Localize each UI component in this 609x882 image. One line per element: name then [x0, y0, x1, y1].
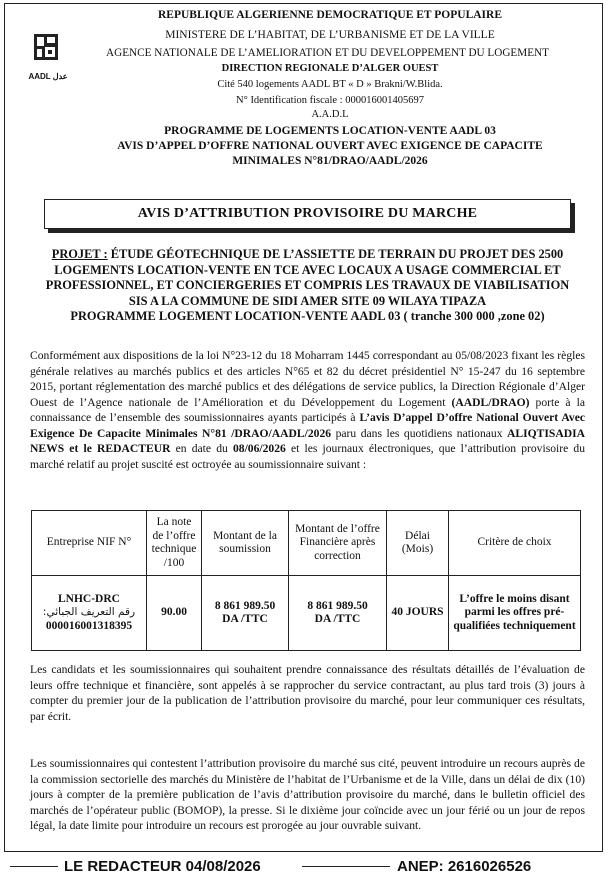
table-header-row [32, 511, 581, 576]
notice-appeal: Les soumissionnaires qui contestent l’attribution provisoire du marché sus cité, peuvent introduire un recours auprès de la commission sectorielle des marchés du Ministère de l’habitat de l’Urbanisme et de la Ville, dans un délai de dix (10) jours à compter de la première publication de l’avis d’attribution provisoire du marché, dans le bulletin officiel des marchés de l’opérateur public (BOMOP), la presse. Si le dixième jour coïncide avec un jour férié ou un jour de repos légal, la date limite pour introduire un recours est prorogée au jour ouvrable suivant. [30, 757, 585, 832]
header-delay: Délai (Mois) [387, 511, 449, 576]
intro-bold-4: 08/06/2026 [232, 442, 286, 455]
cell-enterprise [32, 576, 147, 651]
header-republic: REPUBLIQUE ALGERIENNE DEMOCRATIQUE ET POPULAIRE [158, 9, 502, 21]
project-label: PROJET : [51, 247, 108, 261]
footer-rule-middle [302, 866, 390, 867]
header-call-line2: MINIMALES N°81/DRAO/AADL/2026 [232, 155, 428, 167]
header-criteria: Critère de choix [449, 511, 581, 576]
header-fiscal-id: N° Identification fiscale : 000016001405697 [236, 95, 424, 106]
intro-bold-2: L’avis D’appel D’offre National Ouvert Avec Exigence De Capacite Minimales N°81 /DRAO/AADL/2026 [30, 411, 585, 440]
project-line2: LOGEMENTS LOCATION-VENTE EN TCE AVEC LOCAUX A USAGE COMMERCIAL ET [54, 262, 561, 277]
amount-value: 8 861 989.50 [214, 599, 276, 612]
project-line4: SIS A LA COMMUNE DE SIDI AMER SITE 09 WILAYA TIPAZA [128, 293, 487, 308]
header-call-line1: AVIS D’APPEL D’OFFRE NATIONAL OUVERT AVEC EXIGENCE DE CAPACITE [117, 140, 543, 152]
header-amount: Montant de la soumission [202, 511, 289, 576]
table-row [32, 576, 581, 651]
footer-publisher: LE REDACTEUR 04/08/2026 [64, 858, 261, 875]
header-ministry: MINISTERE DE L’HABITAT, DE L’URBANISME ET DE LA VILLE [165, 29, 495, 41]
header-agency: AGENCE NATIONALE DE L’AMELIORATION ET DU DEVELOPPEMENT DU LOGEMENT [106, 47, 549, 59]
nif-label: رقم التعريف الجبائي: [42, 606, 136, 619]
cell-fin-amount [289, 576, 387, 651]
intro-text-2: porte à la connaissance de l’ensemble des soumissionnaires ayants participés à [30, 395, 586, 424]
notice-results: Les candidats et les soumissionnaires qui souhaitent prendre connaissance des résultats détaillés de l’évaluation de leurs offre technique et financière, sont appelés à se rapprocher du service contractant, au plus tard trois (3) jours à compter du premier jour de la publication de l’attribution provisoire du marché, pour leur communiquer ces résultats, par écrit. [30, 663, 585, 723]
project-line5: PROGRAMME LOGEMENT LOCATION-VENTE AADL 03 ( tranche 300 000 ,zone 02) [70, 309, 545, 324]
intro-text-3: paru dans les quotidiens nationaux [331, 426, 508, 440]
project-line1: ÉTUDE GÉOTECHNIQUE DE L’ASSIETTE DE TERRAIN DU PROJET DES 2500 [110, 247, 564, 261]
fin-amount-unit: DA /TTC [314, 613, 361, 625]
company-nif: 000016001318395 [45, 619, 133, 632]
header-enterprise: Entreprise NIF N° [32, 511, 147, 576]
intro-bold-3: ALIQTISADIA NEWS et le REDACTEUR [30, 426, 585, 455]
company-name: LNHC-DRC [58, 592, 120, 605]
intro-text-5: et les journaux électroniques, que l’attribution provisoire du marché relatif au projet suscité est octroyée au soumissionnaire suivant : [30, 442, 585, 471]
fin-amount-value: 8 861 989.50 [307, 599, 368, 612]
attribution-table [31, 510, 581, 651]
project-line3: PROFESSIONNEL, ET CONCIERGERIES ET COMPRIS LES TRAVAUX DE VIABILISATION [45, 278, 570, 293]
footer-anep: ANEP: 2616026526 [397, 858, 532, 875]
intro-paragraph [30, 348, 585, 472]
header-fin-amount: Montant de l’offre Financière après correction [289, 511, 387, 576]
cell-delay: 40 JOURS [387, 576, 449, 651]
cell-amount [202, 576, 289, 651]
cell-tech-note: 90.00 [147, 576, 202, 651]
amount-unit: DA /TTC [222, 613, 268, 625]
header-direction: DIRECTION REGIONALE D’ALGER OUEST [221, 63, 439, 74]
page-title: AVIS D’ATTRIBUTION PROVISOIRE DU MARCHE [44, 199, 571, 229]
header-address: Cité 540 logements AADL BT « D » Brakni/W.Blida. [217, 79, 443, 90]
header-tech-note: La note de l’offre technique /100 [147, 511, 202, 576]
intro-bold-1: (AADL/DRAO) [451, 395, 530, 409]
footer-rule-left [10, 866, 58, 867]
project-description [30, 247, 585, 325]
cell-criteria: L’offre le moins disant parmi les offres pré-qualifiées techniquement [449, 576, 581, 651]
header-acronym: A.A.D.L [311, 109, 349, 120]
intro-text-1: Conformément aux dispositions de la loi N°23-12 du 18 Moharram 1445 correspondant au 05/08/2023 fixant les règles générale relatives au marchés publics et des articles N°65 et 82 du décret présidentiel N° 15-247 du 16 septembre 2015, portant réglementation des marché publics et des délégations de service publics, la Direction Régionale d’Alger Ouest de l’Agence nationale de l’Amélioration et du Développement du Logement [30, 349, 585, 409]
header-programme: PROGRAMME DE LOGEMENTS LOCATION-VENTE AADL 03 [164, 125, 496, 137]
intro-text-4: en date du [170, 442, 233, 455]
logo-text: AADL ﻋﺪﻝ [28, 72, 68, 81]
